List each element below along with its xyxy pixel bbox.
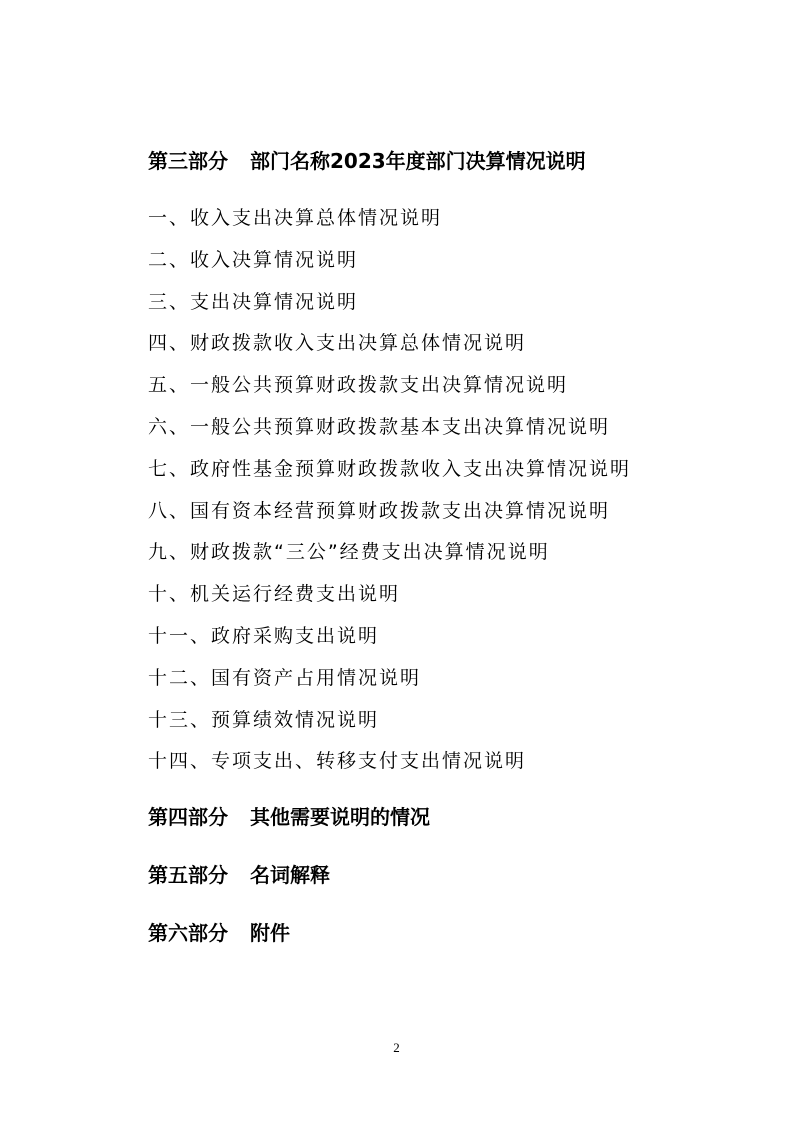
list-item: 九、财政拨款“三公”经费支出决算情况说明 <box>148 541 550 564</box>
part6-label: 第六部分 <box>148 921 228 945</box>
part6-heading <box>148 920 290 946</box>
part4-heading <box>148 804 430 830</box>
list-item: 八、国有资本经营预算财政拨款支出决算情况说明 <box>148 499 611 522</box>
part3-contents-list <box>148 205 631 790</box>
list-item: 三、支出决算情况说明 <box>148 290 359 313</box>
part5-title: 名词解释 <box>250 863 330 887</box>
part5-label: 第五部分 <box>148 863 228 887</box>
list-item: 七、政府性基金预算财政拨款收入支出决算情况说明 <box>148 457 632 480</box>
part6-title: 附件 <box>250 921 290 945</box>
list-item: 五、一般公共预算财政拨款支出决算情况说明 <box>148 374 569 397</box>
list-item: 十二、国有资产占用情况说明 <box>148 666 422 689</box>
list-item: 二、收入决算情况说明 <box>148 248 359 271</box>
page-number: 2 <box>393 1040 400 1055</box>
list-item: 十三、预算绩效情况说明 <box>148 708 380 731</box>
list-item: 十一、政府采购支出说明 <box>148 624 380 647</box>
part3-label: 第三部分 <box>148 149 228 173</box>
part4-title: 其他需要说明的情况 <box>250 805 430 829</box>
part3-heading <box>148 148 586 174</box>
list-item: 一、收入支出决算总体情况说明 <box>148 207 443 229</box>
list-item: 四、财政拨款收入支出决算总体情况说明 <box>148 332 527 355</box>
part5-heading <box>148 862 330 888</box>
part4-label: 第四部分 <box>148 805 228 829</box>
list-item: 六、一般公共预算财政拨款基本支出决算情况说明 <box>148 415 611 438</box>
list-item: 十、机关运行经费支出说明 <box>148 583 401 606</box>
list-item: 十四、专项支出、转移支付支出情况说明 <box>148 750 527 773</box>
part3-title: 部门名称2023年度部门决算情况说明 <box>250 149 586 173</box>
